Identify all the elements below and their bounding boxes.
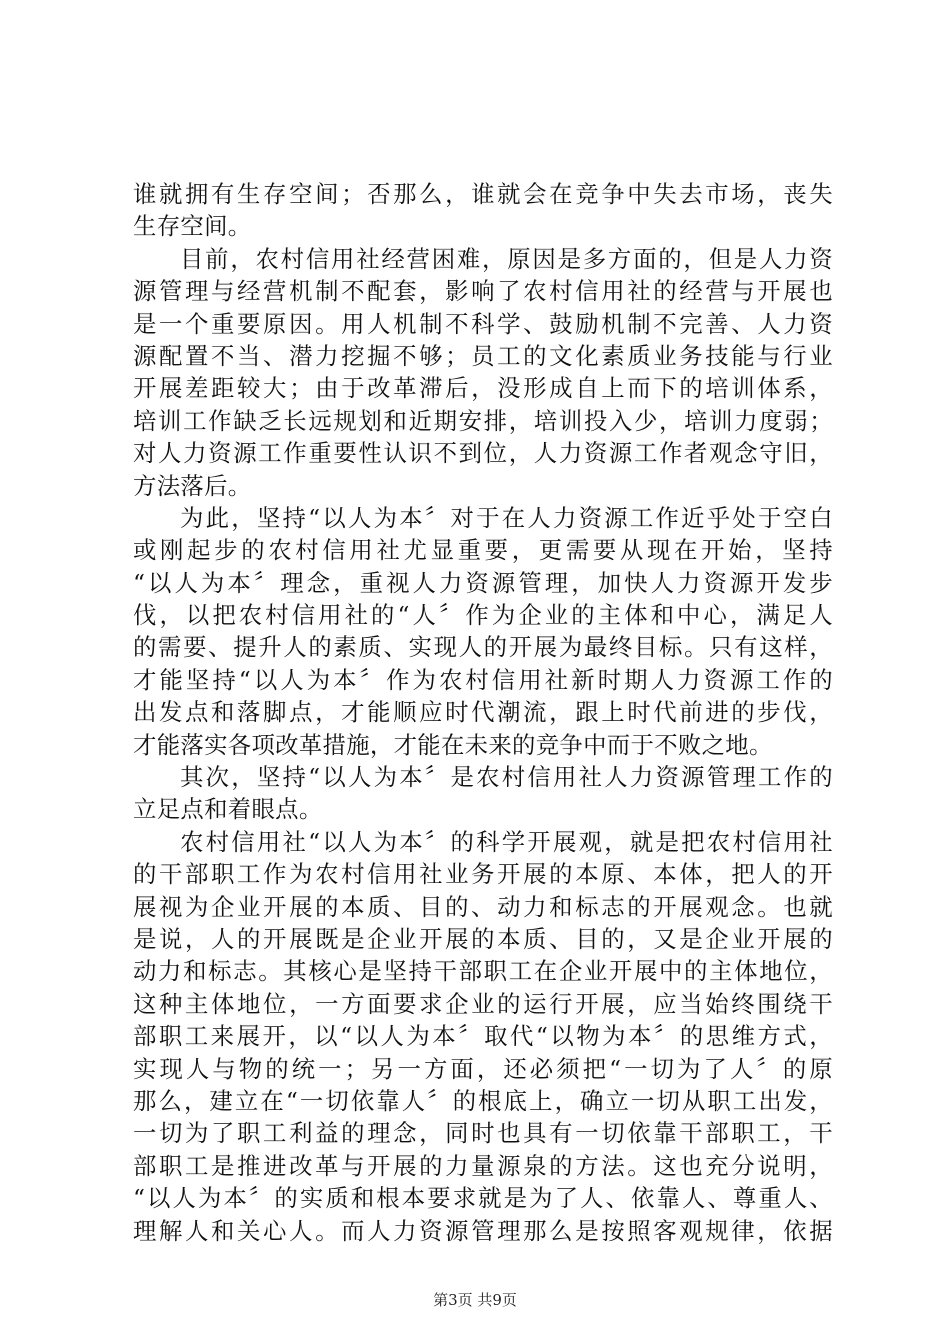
text-line: 的需要、提升人的素质、实现人的开展为最终目标。只有这样， (133, 633, 833, 662)
text-line: 才能落实各项改革措施，才能在未来的竞争中而于不败之地。 (133, 730, 773, 759)
text-line: 部职工来展开，以“以人为本〞取代“以物为本〞的思维方式， (133, 1022, 833, 1051)
text-line: 实现人与物的统一；另一方面，还必须把“一切为了人〞的原 (133, 1054, 833, 1083)
text-line: 的干部职工作为农村信用社业务开展的本原、本体，把人的开 (133, 860, 833, 889)
text-line: 方法落后。 (133, 471, 252, 500)
text-line: 其次，坚持“以人为本〞是农村信用社人力资源管理工作的 (180, 763, 833, 792)
text-line: 是说，人的开展既是企业开展的本质、目的，又是企业开展的 (133, 924, 833, 953)
text-line: 才能坚持“以人为本〞作为农村信用社新时期人力资源工作的 (133, 665, 833, 694)
text-line: 对人力资源工作重要性认识不到位，人力资源工作者观念守旧， (133, 439, 833, 468)
text-line: 部职工是推进改革与开展的力量源泉的方法。这也充分说明， (133, 1151, 833, 1180)
text-line: 立足点和着眼点。 (133, 795, 323, 824)
text-line: 培训工作缺乏长远规划和近期安排，培训投入少，培训力度弱； (133, 406, 833, 435)
text-line: 为此，坚持“以人为本〞对于在人力资源工作近乎处于空白 (180, 503, 833, 532)
text-line: 这种主体地位，一方面要求企业的运行开展，应当始终围绕干 (133, 989, 833, 1018)
text-line: 是一个重要原因。用人机制不科学、鼓励机制不完善、人力资 (133, 309, 833, 338)
text-line: 源管理与经营机制不配套，影响了农村信用社的经营与开展也 (133, 277, 833, 306)
text-line: 或刚起步的农村信用社尤显重要，更需要从现在开始，坚持 (133, 536, 833, 565)
text-line: 生存空间。 (133, 212, 252, 241)
text-line: 谁就拥有生存空间；否那么，谁就会在竞争中失去市场，丧失 (133, 180, 833, 208)
page-number-footer: 第3页 共9页 (433, 1291, 517, 1309)
text-line: 理解人和关心人。而人力资源管理那么是按照客观规律，依据 (133, 1216, 833, 1245)
document-body (133, 178, 833, 1247)
text-line: 动力和标志。其核心是坚持干部职工在企业开展中的主体地位， (133, 957, 833, 986)
text-line: 目前，农村信用社经营困难，原因是多方面的，但是人力资 (180, 244, 833, 273)
text-line: “以人为本〞的实质和根本要求就是为了人、依靠人、尊重人、 (133, 1184, 833, 1213)
text-line: 农村信用社“以人为本〞的科学开展观，就是把农村信用社 (180, 827, 833, 856)
text-line: “以人为本〞理念，重视人力资源管理，加快人力资源开发步 (133, 568, 833, 597)
text-line: 一切为了职工利益的理念，同时也具有一切依靠干部职工，干 (133, 1119, 833, 1148)
text-line: 展视为企业开展的本质、目的、动力和标志的开展观念。也就 (133, 892, 833, 921)
text-line: 伐，以把农村信用社的“人〞作为企业的主体和中心，满足人 (133, 601, 833, 630)
text-line: 源配置不当、潜力挖掘不够；员工的文化素质业务技能与行业 (133, 341, 833, 370)
text-line: 那么，建立在“一切依靠人〞的根底上，确立一切从职工出发， (133, 1086, 833, 1115)
text-line: 开展差距较大；由于改革滞后，没形成自上而下的培训体系， (133, 374, 833, 403)
text-line: 出发点和落脚点，才能顺应时代潮流，跟上时代前进的步伐， (133, 698, 833, 727)
